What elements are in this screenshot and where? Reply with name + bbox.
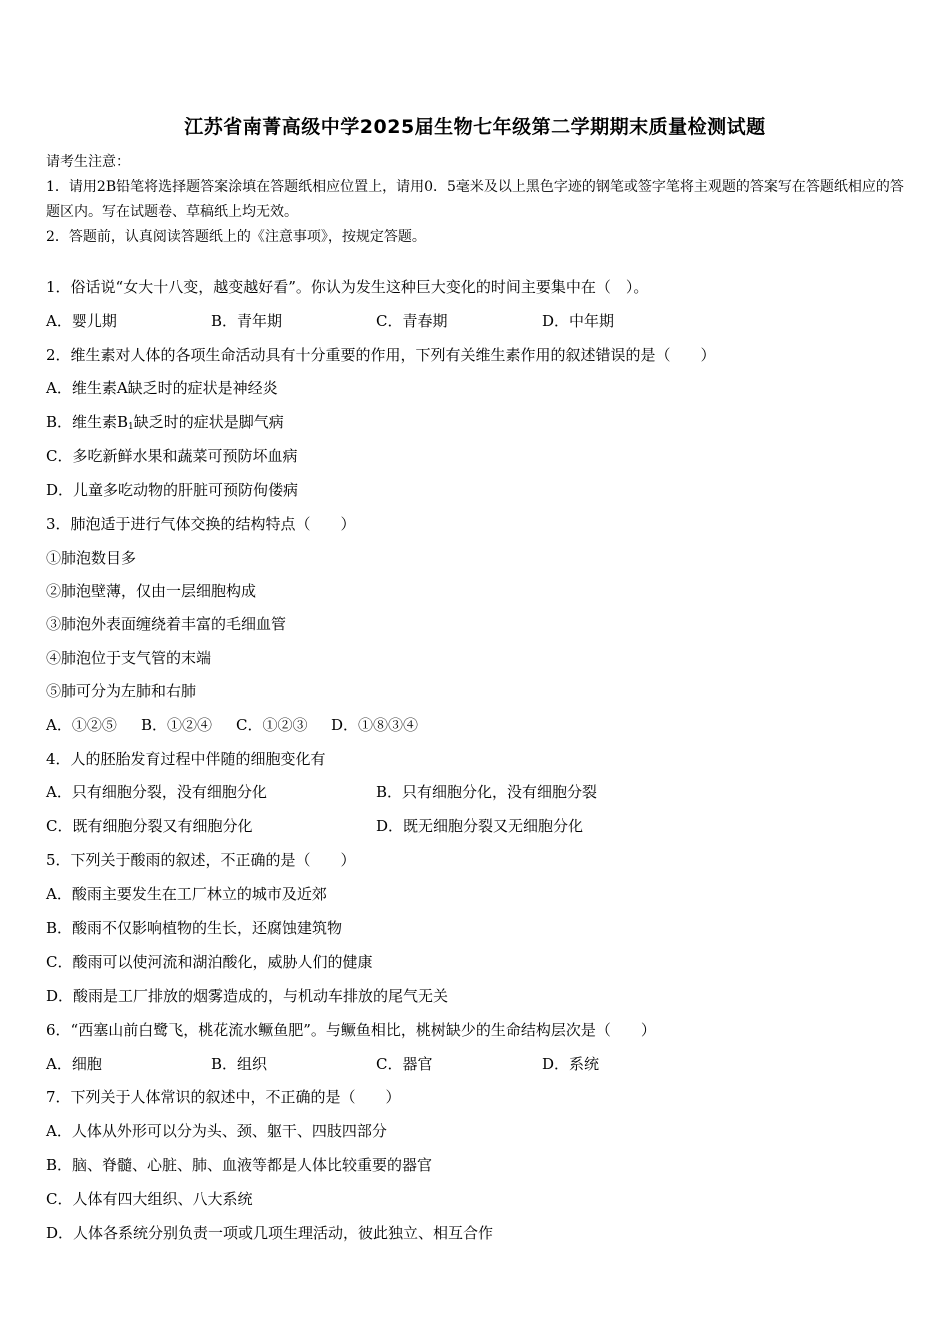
q4-option-b[interactable]: B．只有细胞分化，没有细胞分裂 [376, 783, 598, 801]
q2-option-b-subscript: 1 [128, 422, 134, 432]
q3-option-d[interactable]: D．①⑧③④ [331, 716, 419, 734]
q7-option-c[interactable]: C．人体有四大组织、八大系统 [46, 1190, 253, 1208]
notice-heading: 请考生注意： [46, 154, 130, 170]
q4-option-c[interactable]: C．既有细胞分裂又有细胞分化 [46, 817, 253, 835]
question-7-stem: 7．下列关于人体常识的叙述中，不正确的是（ ） [46, 1088, 401, 1106]
question-6-stem: 6．“西塞山前白鹭飞，桃花流水鳜鱼肥”。与鳜鱼相比，桃树缺少的生命结构层次是（ ） [46, 1021, 656, 1039]
question-1-stem: 1．俗话说“女大十八变，越变越好看”。你认为发生这种巨大变化的时间主要集中在（ ）。 [46, 278, 649, 296]
question-3-stem: 3．肺泡适于进行气体交换的结构特点（ ） [46, 515, 356, 533]
question-5-stem: 5．下列关于酸雨的叙述，不正确的是（ ） [46, 851, 356, 869]
q2-option-d[interactable]: D．儿童多吃动物的肝脏可预防佝偻病 [46, 481, 299, 499]
q6-option-b[interactable]: B．组织 [211, 1055, 268, 1073]
q4-option-d[interactable]: D．既无细胞分裂又无细胞分化 [376, 817, 584, 835]
q3-option-a[interactable]: A．①②⑤ [46, 716, 117, 734]
q3-item-2: ②肺泡壁薄，仅由一层细胞构成 [46, 582, 257, 600]
q5-option-c[interactable]: C．酸雨可以使河流和湖泊酸化，威胁人们的健康 [46, 953, 373, 971]
q2-option-c[interactable]: C．多吃新鲜水果和蔬菜可预防坏血病 [46, 447, 298, 465]
question-4-stem: 4．人的胚胎发育过程中伴随的细胞变化有 [46, 750, 326, 768]
q1-option-a[interactable]: A．婴儿期 [46, 312, 117, 330]
q3-item-5: ⑤肺可分为左肺和右肺 [46, 682, 197, 700]
q7-option-a[interactable]: A．人体从外形可以分为头、颈、躯干、四肢四部分 [46, 1122, 387, 1140]
q6-option-d[interactable]: D．系统 [542, 1055, 600, 1073]
q1-option-d[interactable]: D．中年期 [542, 312, 615, 330]
q3-item-3: ③肺泡外表面缠绕着丰富的毛细血管 [46, 615, 287, 633]
q6-option-a[interactable]: A．细胞 [46, 1055, 102, 1073]
q7-option-d[interactable]: D．人体各系统分别负责一项或几项生理活动，彼此独立、相互合作 [46, 1224, 494, 1242]
q1-option-b[interactable]: B．青年期 [211, 312, 283, 330]
q3-option-b[interactable]: B．①②④ [141, 716, 213, 734]
q5-option-b[interactable]: B．酸雨不仅影响植物的生长，还腐蚀建筑物 [46, 919, 343, 937]
q7-option-b[interactable]: B．脑、脊髓、心脏、肺、血液等都是人体比较重要的器官 [46, 1156, 433, 1174]
q2-option-b-text: B．维生素B [46, 413, 129, 431]
q3-item-1: ①肺泡数目多 [46, 549, 137, 567]
q2-option-b-rest: 缺乏时的症状是脚气病 [133, 413, 284, 431]
q2-option-b[interactable] [46, 411, 284, 432]
notice-item-2: 2．答题前，认真阅读答题纸上的《注意事项》，按规定答题。 [46, 229, 426, 245]
q2-option-a[interactable]: A．维生素A缺乏时的症状是神经炎 [46, 379, 278, 397]
q5-option-d[interactable]: D．酸雨是工厂排放的烟雾造成的，与机动车排放的尾气无关 [46, 987, 449, 1005]
q1-option-c[interactable]: C．青春期 [376, 312, 448, 330]
q4-option-a[interactable]: A．只有细胞分裂，没有细胞分化 [46, 783, 267, 801]
notice-item-1: 1．请用2B铅笔将选择题答案涂填在答题纸相应位置上，请用0．5毫米及以上黑色字迹的钢笔或签字笔将主观题的答案写在答题纸相应的答题区内。写在试题卷、草稿纸上均无效。 [46, 179, 904, 220]
q3-option-c[interactable]: C．①②③ [236, 716, 308, 734]
q5-option-a[interactable]: A．酸雨主要发生在工厂林立的城市及近郊 [46, 885, 327, 903]
page-title: 江苏省南菁高级中学2025届生物七年级第二学期期末质量检测试题 [184, 116, 766, 138]
q6-option-c[interactable]: C．器官 [376, 1055, 433, 1073]
q3-item-4: ④肺泡位于支气管的末端 [46, 649, 212, 667]
question-2-stem: 2．维生素对人体的各项生命活动具有十分重要的作用，下列有关维生素作用的叙述错误的是（ ） [46, 346, 716, 364]
